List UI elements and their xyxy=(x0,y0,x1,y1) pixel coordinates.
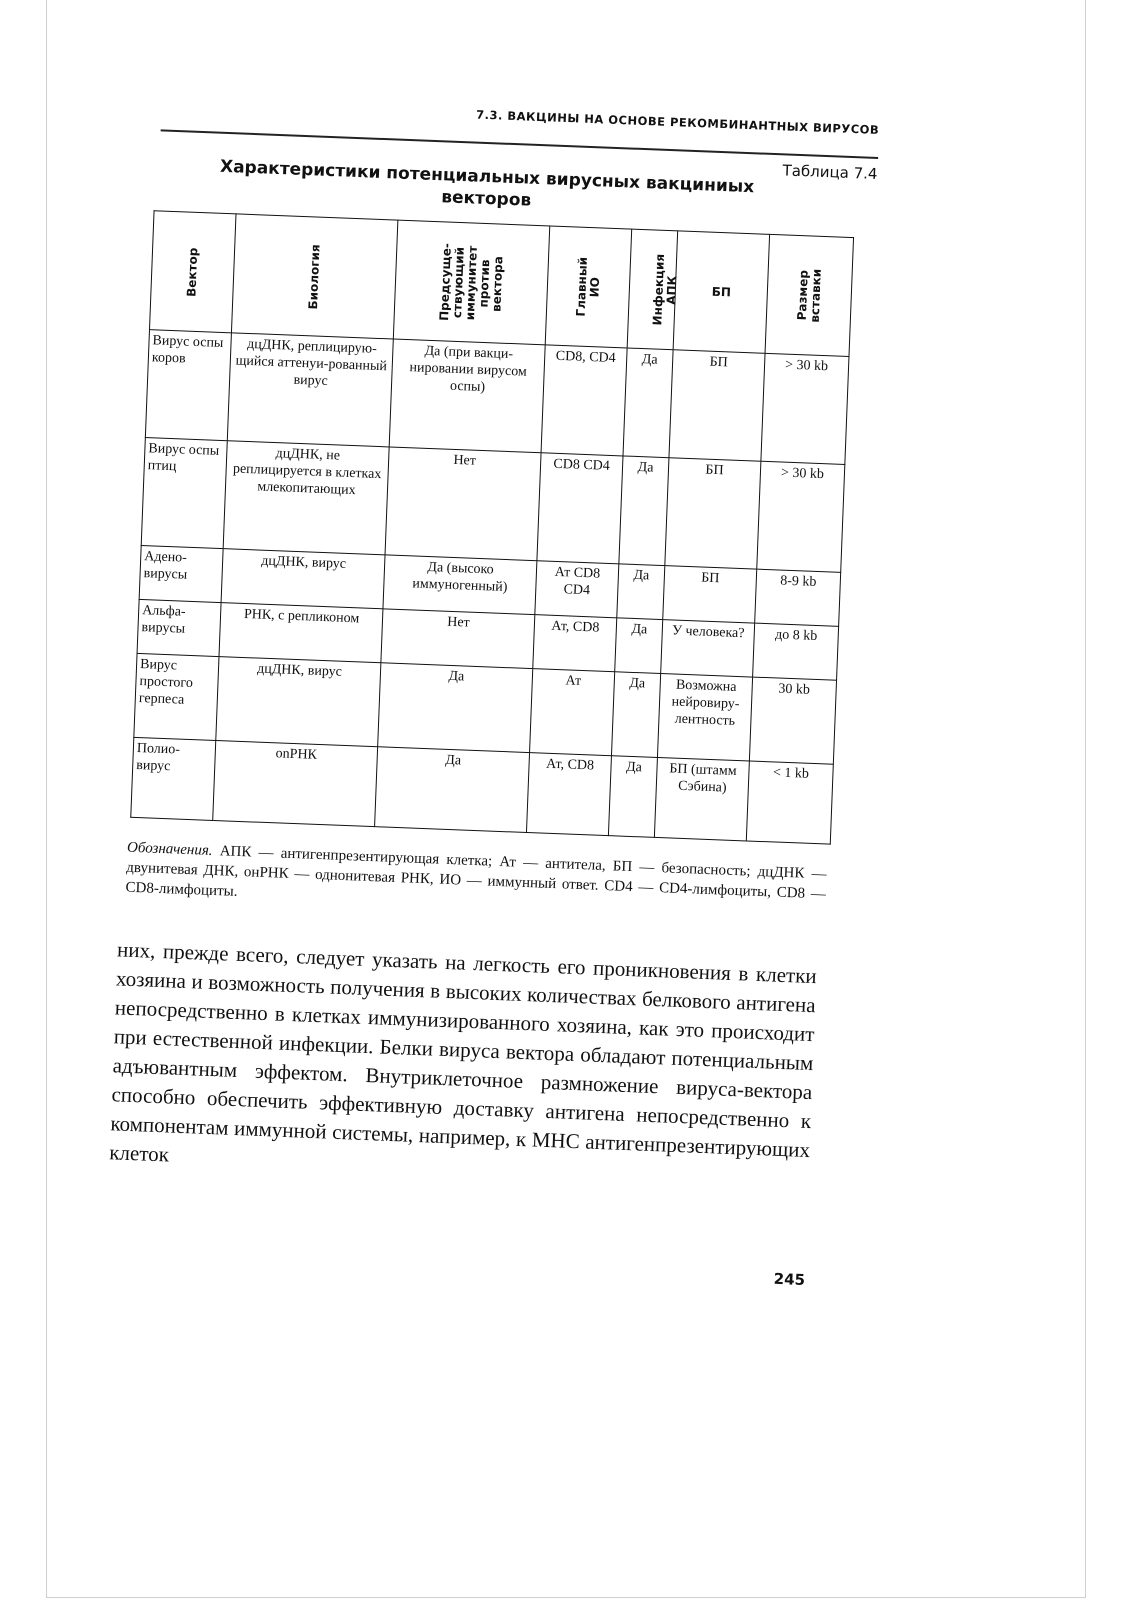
cell-response: CD8, CD4 xyxy=(541,345,627,456)
cell-immunity: Да (высоко иммуногенный) xyxy=(383,555,537,615)
cell-apc: Да xyxy=(611,672,660,758)
cell-vector: Альфа-вирусы xyxy=(137,599,221,656)
header-safety: БП xyxy=(673,231,770,353)
cell-vector: Полио-вирус xyxy=(131,737,216,820)
cell-insert: до 8 kb xyxy=(753,623,839,680)
cell-biology: дцДНК, вирус xyxy=(216,657,381,747)
cell-response: Ат, CD8 xyxy=(533,615,617,672)
cell-response: Ат xyxy=(530,669,615,756)
cell-response: CD8 CD4 xyxy=(537,453,623,564)
cell-response: Ат CD8 CD4 xyxy=(535,561,619,618)
cell-vector: Адено-вирусы xyxy=(139,545,223,602)
cell-biology: дцДНК, реплицирую-щийся аттенуи-рованный вирус xyxy=(227,333,393,447)
table-title: Характеристики потенциальных вирусных вакциниых векторов xyxy=(219,156,755,211)
header-apc-infection: Инфекция АПК xyxy=(627,229,678,350)
cell-safety: У человека? xyxy=(661,620,755,677)
cell-apc: Да xyxy=(608,756,657,838)
cell-biology: дцДНК, не реплицируется в клетках млекопитающих xyxy=(223,441,389,555)
cell-insert: 30 kb xyxy=(749,677,836,764)
cell-safety: Возможна нейровиру-лентность xyxy=(657,674,752,761)
book-page xyxy=(105,95,880,1302)
vectors-table xyxy=(130,210,854,844)
cell-apc: Да xyxy=(615,618,663,674)
cell-safety: БП xyxy=(663,566,757,623)
body-paragraph: них, прежде всего, следует указать на легкость его проникновения в клетки хозяина и возможность получения в высоких количествах белкового антигена непосредственно в клетках иммунизированного хозяина, как это происходит при естественной инфекции. Белки вируса вектора обладают потенциальным адъювантным эффектом. Внутриклеточное размножение вируса-вектора способно обеспечить эффективную доставку антигена непосредственно к компонентам иммунной системы, например, к МНС антигенпрезентирующих клеток xyxy=(108,937,818,1167)
running-head: 7.3. ВАКЦИНЫ НА ОСНОВЕ РЕКОМБИНАНТНЫХ ВИРУСОВ xyxy=(475,107,880,138)
cell-vector: Вирус оспы птиц xyxy=(141,438,227,549)
cell-immunity: Да xyxy=(378,663,533,753)
cell-immunity: Нет xyxy=(381,609,535,669)
header-vector: Вектор xyxy=(149,211,236,333)
cell-vector: Вирус простого герпеса xyxy=(134,653,219,740)
header-rule xyxy=(161,129,879,159)
table-notes xyxy=(125,838,827,925)
header-insert-size: Размер вставки xyxy=(765,234,854,356)
cell-insert: > 30 kb xyxy=(757,461,845,572)
notes-lead: Обозначения. xyxy=(126,839,213,859)
page-number: 245 xyxy=(773,1269,806,1290)
table-label: Таблица 7.4 xyxy=(782,161,878,183)
header-preexisting-immunity: Предсуще- ствующий иммунитет против вектора xyxy=(393,220,549,345)
cell-insert: 8-9 kb xyxy=(755,569,841,626)
cell-biology: дцДНК, вирус xyxy=(221,549,385,609)
cell-insert: < 1 kb xyxy=(746,761,833,844)
cell-apc: Да xyxy=(617,564,665,620)
cell-safety: БП xyxy=(669,350,765,461)
notes-text: АПК — антигенпрезентирующая клетка; Ат — антитела, БП — безопасность; дцДНК — двунитевая ДНК, онРНК — однонитевая РНК, ИО — иммунный ответ. CD4 — CD4-лимфоциты, CD8 — CD8-лимфоциты. xyxy=(125,842,827,903)
header-main-response: Главный ИО xyxy=(545,226,632,348)
cell-apc: Да xyxy=(619,456,669,566)
cell-immunity: Да (при вакци-нировании вирусом оспы) xyxy=(389,339,545,453)
cell-insert: > 30 kb xyxy=(761,353,849,464)
cell-biology: onРНК xyxy=(213,741,378,827)
cell-safety: БП xyxy=(665,458,761,569)
cell-apc: Да xyxy=(623,348,673,458)
cell-biology: РНК, с репликоном xyxy=(219,603,383,663)
cell-response: Ат, CD8 xyxy=(526,753,611,836)
cell-immunity: Да xyxy=(375,747,530,833)
header-biology: Биология xyxy=(231,214,397,339)
cell-safety: БП (штамм Сэбина) xyxy=(654,757,749,840)
cell-immunity: Нет xyxy=(385,447,541,561)
cell-vector: Вирус оспы коров xyxy=(145,330,231,441)
